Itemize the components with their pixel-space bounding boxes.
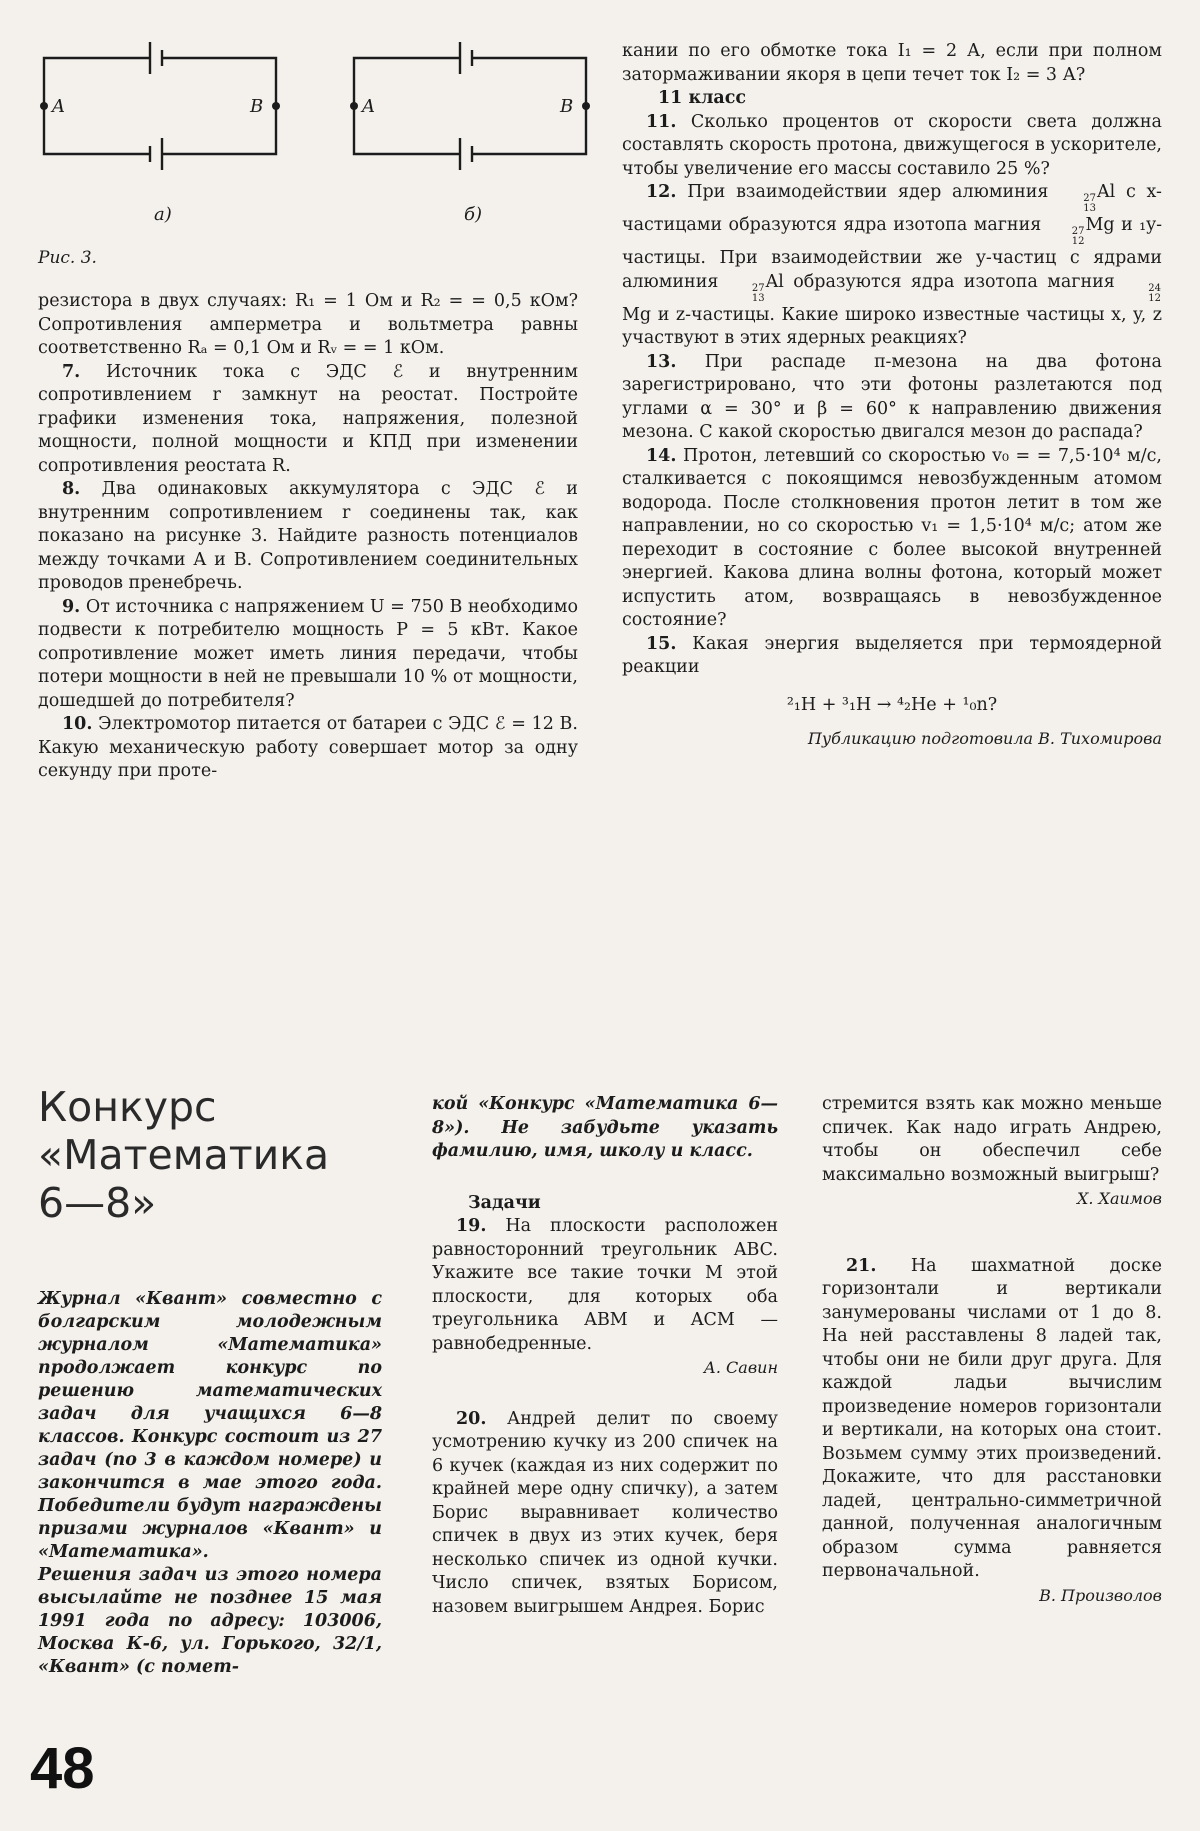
contest-submission-continuation: кой «Конкурс «Математика 6—8»). Не забудьте указать фамилию, имя, школу и класс.: [432, 1094, 778, 1161]
problem-9: [38, 596, 578, 714]
node-a-dot: [350, 102, 358, 110]
problem-8: [38, 478, 578, 596]
problem-20: [432, 1408, 778, 1620]
problem-10-continuation: кании по его обмотке тока I₁ = 2 А, если при полном затормаживании якоря в цепи течет ток I₂ = 3 А?: [622, 41, 1162, 85]
problem-21-number: 21.: [846, 1255, 877, 1276]
problem-11-text: Сколько процентов от скорости света должна составлять скорость протона, движущегося в ускорителе, чтобы увеличение его массы составило 25 %?: [622, 111, 1162, 179]
problem-9-number: 9.: [62, 596, 81, 617]
class-heading: 11 класс: [658, 88, 747, 108]
circuit-diagram-a: [30, 30, 290, 225]
problem-15-text: Какая энергия выделяется при термоядерной реакции: [622, 633, 1162, 677]
circuit-a-wire-top-right: [162, 58, 276, 98]
node-b-label: B: [250, 96, 264, 117]
problem-20-continuation: стремится взять как можно меньше спичек. Как надо играть Андрею, чтобы он обеспечил себе максимально возможный выигрыш?: [822, 1094, 1162, 1185]
node-b-dot: [582, 102, 590, 110]
problem-9-text: От источника с напряжением U = 750 В необходимо подвести к потребителю мощность P = 5 кВт. Какое сопротивление может иметь линия передачи, чтобы потери мощности в ней не превышали 10 % от мощности, дошедшей до потребителя?: [38, 596, 578, 711]
problem-11: [622, 111, 1162, 182]
problem-10-number: 10.: [62, 714, 93, 734]
problem-13-number: 13.: [646, 351, 677, 372]
isotope-al-z: 13: [751, 292, 765, 304]
node-b-dot: [272, 102, 280, 110]
contest-middle-column: [432, 1093, 778, 1619]
isotope-mg24: [1124, 284, 1161, 304]
isotope-mg27-mass: 27: [1071, 226, 1085, 237]
problem-21: [822, 1255, 1162, 1584]
problem-19-author: А. Савин: [703, 1358, 778, 1377]
problem-14-number: 14.: [646, 445, 677, 466]
publication-credit: Публикацию подготовила В. Тихомирова: [807, 729, 1162, 748]
tasks-heading: Задачи: [468, 1192, 541, 1213]
circuit-b-wire-bottom-left: [354, 114, 460, 154]
contest-intro: Журнал «Квант» совместно с болгарским молодежным журналом «Математика» продолжает конкурс по решению математических задач для учащихся 6—8 классов. Конкурс состоит из 27 задач (по 3 в каждом номере) и закончится в мае этого года. Победители будут награждены призами журналов «Квант» и «Математика».: [38, 1289, 382, 1562]
problem-12: [622, 181, 1162, 351]
node-a-label: A: [362, 96, 375, 117]
contest-title-line-1: Конкурс: [38, 1083, 217, 1131]
isotope-al-2: [728, 284, 765, 304]
contest-title: [38, 1083, 338, 1227]
problem-10-text: Электромотор питается от батареи с ЭДС ℰ = 12 В. Какую механическую работу совершает мотор за одну секунду при проте-: [38, 714, 578, 781]
problem-19-number: 19.: [456, 1216, 487, 1236]
problem-20-author: Х. Хаимов: [1076, 1189, 1162, 1208]
node-b-label: B: [560, 96, 574, 117]
problem-7: [38, 361, 578, 479]
problem-13-text: При распаде π-мезона на два фотона зарегистрировано, что эти фотоны разлетаются под углами α = 30° и β = 60° к направлению движения мезона. С какой скоростью двигался мезон до распада?: [622, 351, 1162, 442]
page-number: 48: [30, 1736, 95, 1801]
problem-20-number: 20.: [456, 1408, 487, 1429]
isotope-al-mass: 27: [751, 282, 765, 294]
contest-intro-column: [38, 1288, 382, 1679]
upper-right-column: [622, 40, 1162, 751]
circuit-a-wire-top: [44, 58, 150, 98]
problem-12-text-c: Mg и ₁y-частицы. При взаимодействии же y-частиц с ядрами алюминия: [622, 215, 1162, 292]
problem-8-number: 8.: [62, 479, 81, 499]
problem-14-text: Протон, летевший со скоростью v₀ = = 7,5·10⁴ м/с, сталкивается с покоящимся невозбужденным атомом водорода. После столкновения протон летит в том же направлении, но со скоростью v₁ = 1,5·10⁴ м/с; атом же переходит в состояние с более высокой внутренней энергией. Какова длина волны фотона, который может испустить атом, возвращаясь в невозбужденное состояние?: [622, 445, 1162, 630]
problem-12-text-a: При взаимодействии ядер алюминия: [687, 182, 1049, 202]
isotope-al: [1059, 194, 1096, 214]
problem-10: [38, 713, 578, 784]
circuit-b-wire-bottom-right: [472, 114, 586, 154]
problem-15: [622, 633, 1162, 680]
problem-20-text: Андрей делит по своему усмотрению кучку из 200 спичек на 6 кучек (каждая из них содержит по крайней мере одну спичку), а затем Борис выравнивает количество спичек в двух из этих кучек, беря несколько спичек из одной кучки. Число спичек, взятых Борисом, назовем выигрышем Андрея. Борис: [432, 1408, 778, 1617]
problem-12-number: 12.: [646, 182, 677, 202]
problem-8-text: Два одинаковых аккумулятора с ЭДС ℰ и внутренним сопротивлением r соединены так, как показано на рисунке 3. Найдите разность потенциалов между точками A и B. Сопротивлением соединительных проводов пренебречь.: [38, 479, 578, 593]
isotope-al-mass: 27: [1083, 193, 1096, 204]
circuit-diagram-b: [340, 30, 600, 225]
problem-7-number: 7.: [62, 361, 81, 382]
isotope-mg27-z: 12: [1071, 236, 1085, 247]
problem-12-text-b: Al с x-частицами образуются ядра изотопа магния: [622, 182, 1162, 235]
circuit-a-wire-bottom-left: [44, 114, 150, 154]
node-a-label: A: [52, 96, 65, 117]
figure-b-sublabel: б): [464, 204, 483, 225]
isotope-mg24-z: 12: [1148, 292, 1161, 304]
contest-title-line-2: «Математика: [38, 1131, 330, 1179]
problem-12-text-d: Al образуются ядра изотопа магния: [765, 271, 1115, 292]
problem-19-text: На плоскости расположен равносторонний треугольник ABC. Укажите все такие точки M этой плоскости, для которых оба треугольника ABM и ACM — равнобедренные.: [432, 1216, 778, 1354]
isotope-mg27: [1048, 227, 1085, 247]
problem-15-number: 15.: [646, 633, 677, 654]
problem-11-number: 11.: [646, 111, 677, 132]
fusion-reaction-formula: ²₁H + ³₁H → ⁴₂He + ¹₀n?: [786, 694, 998, 715]
figure-caption: Рис. 3.: [38, 248, 97, 268]
problem-21-text: На шахматной доске горизонтали и вертикали занумерованы числами от 1 до 8. На ней расставлены 8 ладей так, чтобы они не били друг друга. Для каждой ладьи вычислим произведение номеров горизонтали и вертикали, на которых она стоит. Возьмем сумму этих произведений. Докажите, что для расстановки ладей, центрально-симметричной данной, полученная аналогичным образом сумма равняется первоначальной.: [822, 1255, 1162, 1581]
circuit-b-wire-top-right: [472, 58, 586, 98]
isotope-mg24-mass: 24: [1148, 282, 1161, 294]
node-a-dot: [40, 102, 48, 110]
contest-title-line-3: 6—8»: [38, 1179, 157, 1227]
problem-12-text-e: Mg и z-частицы. Какие широко известные частицы x, y, z участвуют в этих ядерных реакциях?: [622, 304, 1162, 348]
problem-19: [432, 1215, 778, 1356]
isotope-al-z: 13: [1083, 203, 1096, 214]
contest-submission: Решения задач из этого номера высылайте не позднее 15 мая 1991 года по адресу: 103006, Москва К-6, ул. Горького, 32/1, «Квант» (с помет-: [38, 1565, 382, 1677]
problem-7-text: Источник тока с ЭДС ℰ и внутренним сопротивлением r замкнут на реостат. Постройте графики изменения тока, напряжения, полезной мощности, полной мощности и КПД при изменении сопротивления реостата R.: [38, 361, 578, 476]
problem-21-author: В. Произволов: [1039, 1585, 1162, 1605]
circuit-b-wire-top-left: [354, 58, 460, 98]
contest-right-column: [822, 1093, 1162, 1607]
problem-6-continuation: резистора в двух случаях: R₁ = 1 Ом и R₂ = = 0,5 кОм? Сопротивления амперметра и вольтметра равны соответственно Rₐ = 0,1 Ом и Rᵥ = = 1 кОм.: [38, 291, 578, 358]
figure-a-sublabel: а): [154, 204, 172, 225]
problem-13: [622, 351, 1162, 445]
circuit-a-wire-bottom-right: [162, 114, 276, 154]
upper-left-column: [38, 290, 578, 784]
problem-14: [622, 445, 1162, 633]
